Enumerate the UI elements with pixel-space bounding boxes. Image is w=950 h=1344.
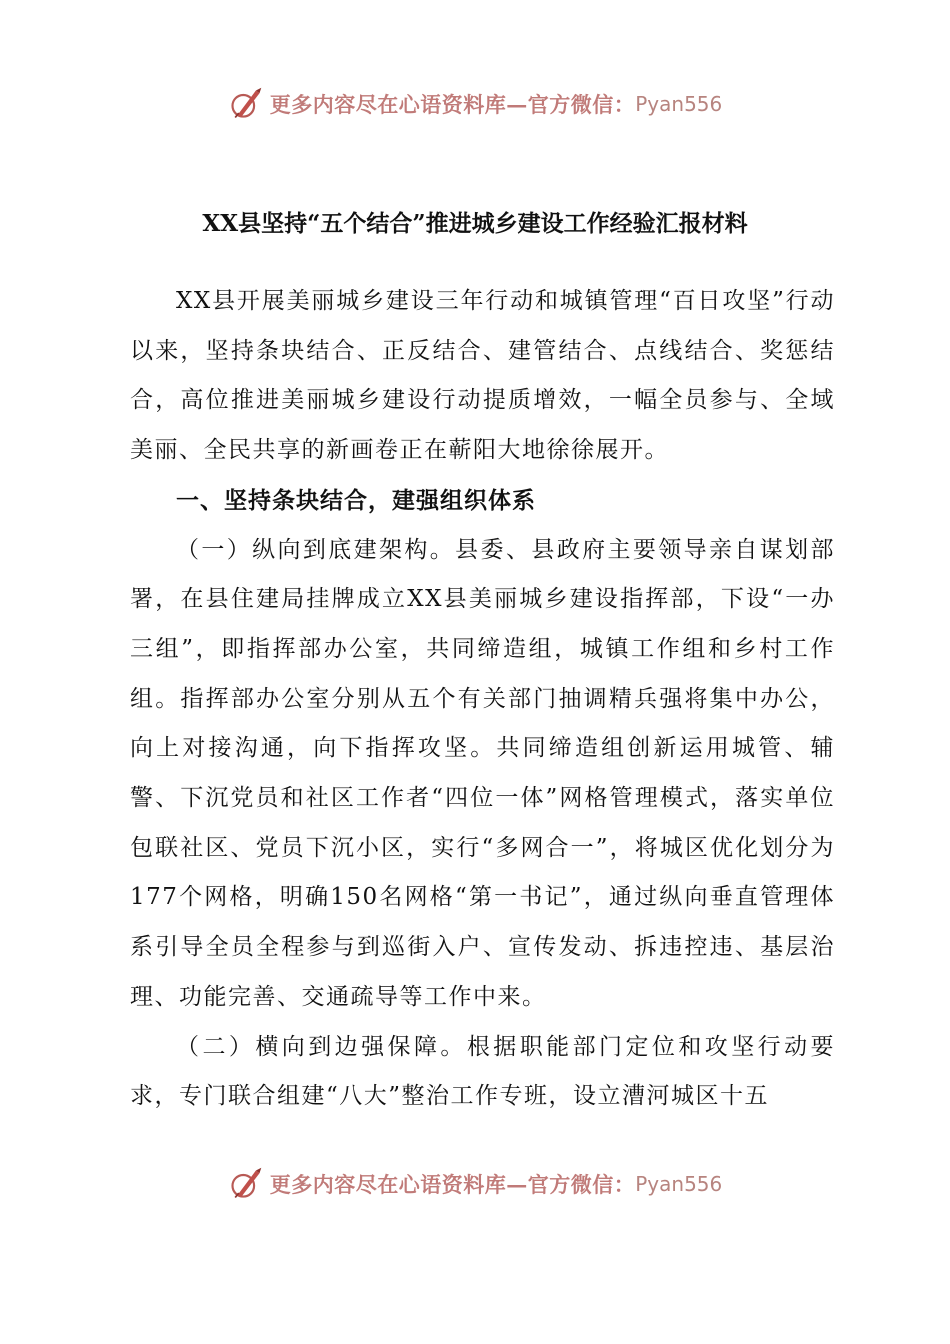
- watermark-text: 更多内容尽在心语资料库—官方微信：: [269, 92, 636, 117]
- quill-pen-logo-icon: [228, 86, 264, 122]
- watermark-text: 更多内容尽在心语资料库—官方微信：: [269, 1172, 636, 1197]
- body-paragraph: （一）纵向到底建架构。县委、县政府主要领导亲自谋划部署，在县住建局挂牌成立XX县美丽城乡建设指挥部，下设“一办三组”，即指挥部办公室，共同缔造组，城镇工作组和乡村工作组。指挥部办公室分别从五个有关部门抽调精兵强将集中办公，向上对接沟通，向下指挥攻坚。共同缔造组创新运用城管、辅警、下沉党员和社区工作者“四位一体”网格管理模式，落实单位包联社区、党员下沉小区，实行“多网合一”，将城区优化划分为177个网格，明确150名网格“第一书记”，通过纵向垂直管理体系引导全员全程参与到巡街入户、宣传发动、拆违控违、基层治理、功能完善、交通疏导等工作中来。: [130, 536, 835, 1010]
- section-heading: 一、坚持条块结合，建强组织体系: [176, 486, 536, 514]
- watermark-contact: Pyan556: [635, 1172, 723, 1196]
- body-paragraph: （二）横向到边强保障。根据职能部门定位和攻坚行动要求，专门联合组建“八大”整治工作专班，设立漕河城区十五: [130, 1033, 835, 1110]
- watermark-contact: Pyan556: [635, 92, 723, 116]
- document-body: [130, 277, 835, 1122]
- watermark-banner-top: [0, 82, 950, 126]
- quill-pen-logo-icon: [228, 1166, 264, 1202]
- document-title: XX县坚持“五个结合”推进城乡建设工作经验汇报材料: [202, 210, 748, 237]
- watermark-banner-bottom: [0, 1162, 950, 1206]
- intro-paragraph: XX县开展美丽城乡建设三年行动和城镇管理“百日攻坚”行动以来，坚持条块结合、正反结合、建管结合、点线结合、奖惩结合，高位推进美丽城乡建设行动提质增效，一幅全员参与、全域美丽、全民共享的新画卷正在蕲阳大地徐徐展开。: [130, 288, 835, 464]
